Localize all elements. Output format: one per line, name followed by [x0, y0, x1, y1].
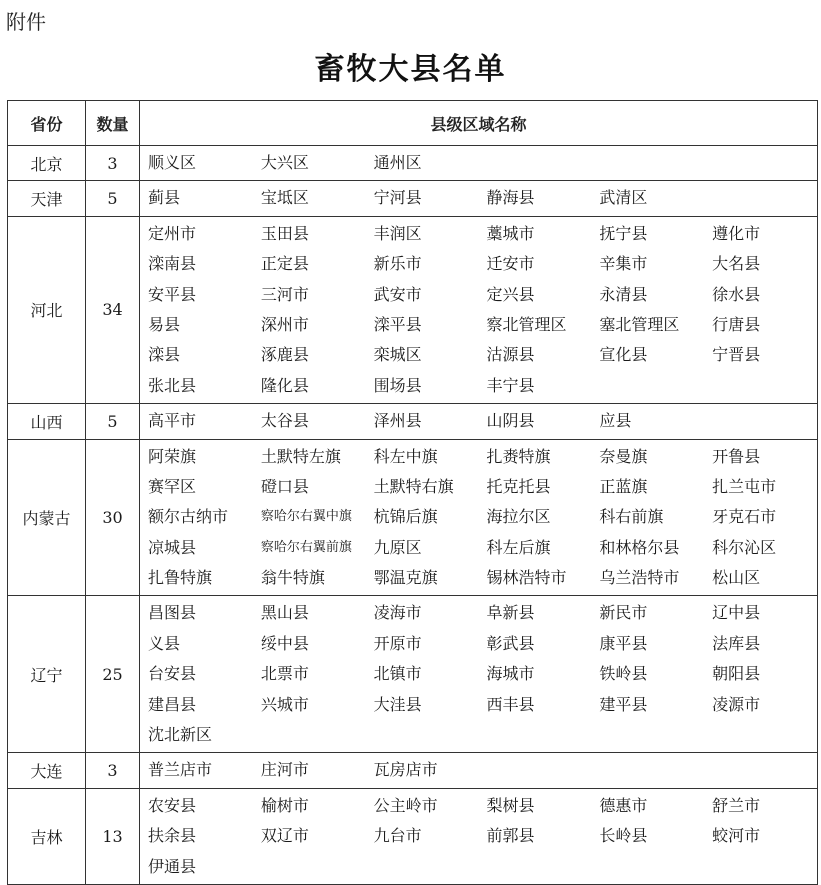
county-name: 乌兰浩特市: [599, 568, 680, 588]
table-header-row: [8, 101, 818, 146]
county-name: 北票市: [260, 664, 309, 684]
province-cell: 北京: [8, 146, 86, 181]
county-name: 鄂温克旗: [373, 568, 438, 588]
county-list-table: [7, 100, 818, 885]
county-name: 遵化市: [712, 223, 761, 243]
county-name: 迁安市: [486, 254, 535, 274]
province-cell: 内蒙古: [8, 439, 86, 596]
table-row: [8, 146, 818, 181]
county-name: 杭锦后旗: [373, 507, 438, 527]
county-name: 前郭县: [486, 826, 535, 846]
county-name: 奈曼旗: [599, 446, 648, 466]
table-row: [8, 181, 818, 216]
county-name: 正定县: [260, 254, 309, 274]
county-name: 行唐县: [712, 314, 761, 334]
county-name: 太谷县: [260, 411, 309, 431]
county-name: 大兴区: [260, 153, 309, 172]
county-name: 榆树市: [260, 795, 309, 815]
county-name: 察哈尔右翼中旗: [260, 509, 352, 525]
county-names-cell: [140, 788, 818, 884]
county-name: 双辽市: [260, 826, 309, 846]
county-name: 科左后旗: [486, 537, 551, 557]
county-name: 庄河市: [260, 760, 309, 780]
county-name: 通州区: [373, 153, 422, 172]
column-header-county-names: 县级区域名称: [140, 101, 818, 146]
county-name: 宝坻区: [260, 188, 309, 208]
county-names-grid: [140, 219, 817, 401]
county-name: 伊通县: [148, 856, 197, 876]
county-name: 永清县: [599, 284, 648, 304]
county-names-grid: [140, 755, 817, 785]
county-name: 高平市: [148, 411, 197, 431]
province-cell: 山西: [8, 404, 86, 439]
county-name: 抚宁县: [599, 223, 648, 243]
county-name: 三河市: [260, 284, 309, 304]
county-names-grid: [140, 406, 817, 436]
county-name: 绥中县: [260, 633, 309, 653]
county-name: 土默特左旗: [260, 446, 341, 466]
count-cell: 5: [86, 404, 140, 439]
province-cell: 辽宁: [8, 596, 86, 753]
county-name: 新民市: [599, 603, 648, 623]
county-name: 深州市: [260, 314, 309, 334]
county-name: 应县: [599, 411, 632, 431]
county-name: 新乐市: [373, 254, 422, 274]
county-names-cell: [140, 753, 818, 788]
count-cell: 13: [86, 788, 140, 884]
county-names-cell: [140, 439, 818, 596]
county-name: 锡林浩特市: [486, 568, 567, 588]
count-cell: 25: [86, 596, 140, 753]
county-names-grid: [140, 442, 817, 594]
county-name: 凌源市: [712, 694, 761, 714]
county-name: 藁城市: [486, 223, 535, 243]
county-name: 凉城县: [148, 537, 197, 557]
county-names-cell: [140, 404, 818, 439]
county-name: 和林格尔县: [599, 537, 680, 557]
county-name: 普兰店市: [148, 760, 213, 780]
county-name: 公主岭市: [373, 795, 438, 815]
county-name: 瓦房店市: [373, 760, 438, 780]
county-name: 蓟县: [148, 188, 181, 208]
county-name: 磴口县: [260, 476, 309, 496]
county-name: 海拉尔区: [486, 507, 551, 527]
attachment-label: 附件: [6, 10, 46, 34]
county-name: 辽中县: [712, 603, 761, 623]
county-name: 察北管理区: [486, 314, 567, 334]
county-name: 昌图县: [148, 603, 197, 623]
county-name: 易县: [148, 314, 181, 334]
county-name: 顺义区: [148, 153, 197, 172]
county-name: 德惠市: [599, 795, 648, 815]
count-cell: 5: [86, 181, 140, 216]
province-cell: 吉林: [8, 788, 86, 884]
county-name: 武清区: [599, 188, 648, 208]
county-name: 定州市: [148, 223, 197, 243]
county-names-grid: [140, 148, 817, 178]
county-name: 台安县: [148, 664, 197, 684]
table-row: [8, 404, 818, 439]
county-name: 丰润区: [373, 223, 422, 243]
province-cell: 大连: [8, 753, 86, 788]
county-name: 额尔古纳市: [148, 507, 229, 527]
county-name: 黑山县: [260, 603, 309, 623]
county-name: 兴城市: [260, 694, 309, 714]
county-names-grid: [140, 183, 817, 213]
county-name: 科左中旗: [373, 446, 438, 466]
table-row: [8, 596, 818, 753]
county-names-cell: [140, 146, 818, 181]
county-name: 塞北管理区: [599, 314, 680, 334]
county-name: 开原市: [373, 633, 422, 653]
count-cell: 34: [86, 216, 140, 403]
county-name: 扎赉特旗: [486, 446, 551, 466]
table-row: [8, 753, 818, 788]
county-name: 建昌县: [148, 694, 197, 714]
county-name: 沈北新区: [148, 725, 213, 745]
county-name: 泽州县: [373, 411, 422, 431]
county-name: 北镇市: [373, 664, 422, 684]
county-name: 扶余县: [148, 826, 197, 846]
county-name: 康平县: [599, 633, 648, 653]
county-name: 梨树县: [486, 795, 535, 815]
table-row: [8, 216, 818, 403]
county-name: 栾城区: [373, 345, 422, 365]
county-name: 定兴县: [486, 284, 535, 304]
county-name: 赛罕区: [148, 476, 197, 496]
county-name: 农安县: [148, 795, 197, 815]
county-name: 九台市: [373, 826, 422, 846]
county-name: 托克托县: [486, 476, 551, 496]
column-header-count: 数量: [86, 101, 140, 146]
count-cell: 30: [86, 439, 140, 596]
county-name: 安平县: [148, 284, 197, 304]
county-name: 大洼县: [373, 694, 422, 714]
county-names-grid: [140, 598, 817, 750]
county-name: 正蓝旗: [599, 476, 648, 496]
column-header-province: 省份: [8, 101, 86, 146]
county-name: 长岭县: [599, 826, 648, 846]
county-names-cell: [140, 181, 818, 216]
county-name: 滦县: [148, 345, 181, 365]
county-name: 九原区: [373, 537, 422, 557]
county-names-cell: [140, 596, 818, 753]
table-row: [8, 788, 818, 884]
county-name: 科尔沁区: [712, 537, 777, 557]
county-name: 滦平县: [373, 314, 422, 334]
document-title: 畜牧大县名单: [314, 52, 507, 87]
county-name: 滦南县: [148, 254, 197, 274]
county-name: 科右前旗: [599, 507, 664, 527]
county-name: 土默特右旗: [373, 476, 454, 496]
province-cell: 河北: [8, 216, 86, 403]
county-name: 阜新县: [486, 603, 535, 623]
county-name: 围场县: [373, 375, 422, 395]
county-name: 徐水县: [712, 284, 761, 304]
county-name: 西丰县: [486, 694, 535, 714]
county-name: 张北县: [148, 375, 197, 395]
count-cell: 3: [86, 146, 140, 181]
county-name: 舒兰市: [712, 795, 761, 815]
county-name: 沽源县: [486, 345, 535, 365]
county-name: 铁岭县: [599, 664, 648, 684]
table-body: [8, 146, 818, 885]
county-name: 蛟河市: [712, 826, 761, 846]
county-name: 翁牛特旗: [260, 568, 325, 588]
county-name: 凌海市: [373, 603, 422, 623]
county-name: 玉田县: [260, 223, 309, 243]
province-cell: 天津: [8, 181, 86, 216]
county-name: 涿鹿县: [260, 345, 309, 365]
county-name: 扎鲁特旗: [148, 568, 213, 588]
county-name: 察哈尔右翼前旗: [260, 539, 352, 555]
county-name: 静海县: [486, 188, 535, 208]
county-name: 松山区: [712, 568, 761, 588]
county-name: 彰武县: [486, 633, 535, 653]
county-name: 阿荣旗: [148, 446, 197, 466]
county-names-grid: [140, 791, 817, 882]
county-name: 宣化县: [599, 345, 648, 365]
county-name: 宁河县: [373, 188, 422, 208]
table-row: [8, 439, 818, 596]
county-name: 宁晋县: [712, 345, 761, 365]
count-cell: 3: [86, 753, 140, 788]
county-name: 朝阳县: [712, 664, 761, 684]
county-name: 辛集市: [599, 254, 648, 274]
county-name: 扎兰屯市: [712, 476, 777, 496]
county-name: 武安市: [373, 284, 422, 304]
county-name: 隆化县: [260, 375, 309, 395]
county-name: 海城市: [486, 664, 535, 684]
county-name: 开鲁县: [712, 446, 761, 466]
county-name: 建平县: [599, 694, 648, 714]
county-names-cell: [140, 216, 818, 403]
county-name: 义县: [148, 633, 181, 653]
county-name: 丰宁县: [486, 375, 535, 395]
county-name: 大名县: [712, 254, 761, 274]
county-name: 山阴县: [486, 411, 535, 431]
county-name: 法库县: [712, 633, 761, 653]
county-name: 牙克石市: [712, 507, 777, 527]
